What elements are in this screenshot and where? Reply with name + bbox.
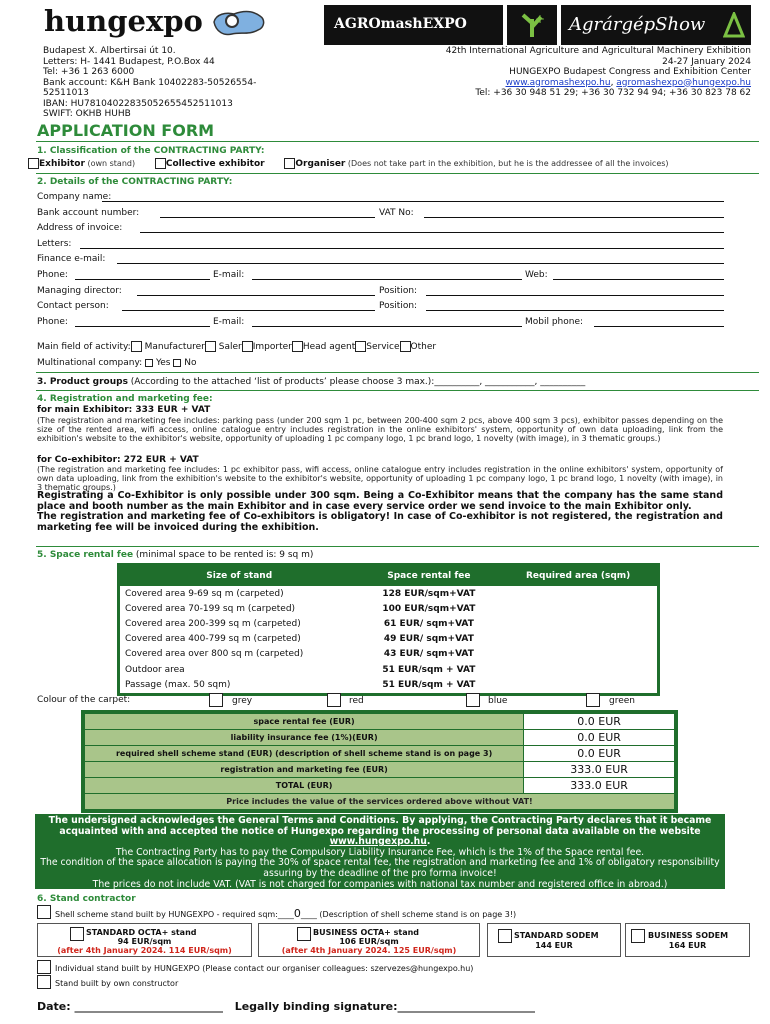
table-header-row — [121, 566, 657, 586]
standard-sodem-option[interactable] — [487, 923, 621, 957]
required-area-input[interactable] — [500, 601, 657, 616]
terms-text: . — [426, 836, 431, 848]
no-label: No — [184, 358, 197, 368]
option-name: STANDARD SODEM — [514, 931, 599, 940]
contact-person-label: Contact person: — [37, 301, 109, 311]
mobil-phone-label: Mobil phone: — [525, 317, 584, 327]
collective-label: Collective exhibitor — [165, 159, 265, 169]
address-line: Tel: +36 1 263 6000 — [43, 67, 135, 77]
option-price: 144 EUR — [535, 941, 573, 950]
rental-fee-cell: 49 EUR/ sqm+VAT — [358, 632, 500, 647]
carpet-grey-checkbox[interactable] — [209, 693, 223, 707]
individual-stand-checkbox[interactable] — [37, 960, 51, 974]
rental-fee-cell: 51 EUR/sqm + VAT — [358, 662, 500, 677]
phone-label: Phone: — [37, 270, 68, 280]
web-label: Web: — [525, 270, 548, 280]
mobil-phone-field[interactable] — [594, 326, 724, 327]
option-late-price: (after 4th January 2024. 114 EUR/sqm) — [57, 946, 232, 955]
letters-label: Letters: — [37, 239, 72, 249]
yes-label: Yes — [155, 358, 171, 368]
section4-heading: 4. Registration and marketing fee: — [37, 394, 213, 404]
stand-size-cell: Covered area 400-799 sq m (carpeted) — [121, 632, 358, 647]
carpet-green-checkbox[interactable] — [586, 693, 600, 707]
stand-size-cell: Covered area 70-199 sq m (carpeted) — [121, 601, 358, 616]
option-late-price: (after 4th January 2024. 125 EUR/sqm) — [281, 946, 457, 955]
section-divider — [36, 390, 759, 391]
section-divider — [36, 546, 759, 547]
vat-no-field[interactable] — [424, 217, 724, 218]
hungary-map-icon — [210, 8, 268, 38]
company-name-label: Company name: — [37, 192, 112, 202]
activity-option-label: Manufacturer — [144, 342, 205, 352]
required-area-input[interactable] — [500, 647, 657, 662]
totals-row — [85, 746, 675, 762]
carpet-red-checkbox[interactable] — [327, 693, 341, 707]
contact-position-label: Position: — [379, 301, 418, 311]
registration-total: 333.0 EUR — [524, 762, 675, 778]
contact-position-field[interactable] — [426, 310, 724, 311]
hungexpo-website-link[interactable]: www.hungexpo.hu — [329, 836, 427, 848]
address-line: Letters: H- 1441 Budapest, P.O.Box 44 — [43, 56, 215, 67]
rental-fee-cell: 43 EUR/ sqm+VAT — [358, 647, 500, 662]
column-header: Size of stand — [121, 566, 358, 586]
section-divider — [36, 372, 759, 373]
space-rental-total: 0.0 EUR — [524, 714, 675, 730]
option-price: 106 EUR/sqm — [339, 937, 399, 946]
signature-field[interactable]: Legally binding signature:_________________________ — [234, 1000, 535, 1013]
multinational-row — [37, 358, 196, 369]
insurance-notice: The Contracting Party has to pay the Compulsory Liability Insurance Fee, which is the 1% of the Space rental fee. — [115, 846, 645, 858]
hungexpo-address — [43, 46, 323, 120]
section3-heading: 3. Product groups — [37, 377, 128, 387]
multinational-no-checkbox[interactable] — [173, 359, 181, 367]
title-divider — [36, 141, 759, 142]
stand-size-cell: Passage (max. 50 sqm) — [121, 677, 358, 692]
contact-email-label: E-mail: — [213, 317, 245, 327]
allocation-condition: The condition of the space allocation is paying the 30% of space rental fee, the registration and marketing fee and 1% of obligatory responsibility assuring by the deadline of the pro forma invoice! — [40, 857, 720, 879]
hungexpo-logo-text: hungexpo — [44, 4, 203, 38]
event-phones: Tel: +36 30 948 51 29; +36 30 732 94 94; +36 30 823 78 62 — [475, 88, 751, 98]
carpet-blue-checkbox[interactable] — [466, 693, 480, 707]
rental-fee-cell: 128 EUR/sqm+VAT — [358, 586, 500, 601]
triangle-icon — [723, 12, 745, 38]
space-rental-heading-row — [37, 550, 313, 561]
activity-option-label: Saler — [218, 342, 242, 352]
link-separator: , — [610, 77, 617, 88]
page-title: APPLICATION FORM — [37, 121, 215, 140]
event-dates: 24-27 January 2024 — [662, 56, 751, 67]
table-row — [121, 647, 657, 662]
event-title: 42th International Agriculture and Agricultural Machinery Exhibition — [445, 46, 751, 56]
co-exhibitor-description: (The registration and marketing fee includes: 1 pc exhibitor pass, wifi access, online catalogue entry includes registration in the online exhibitors' system, opportunity of own data uploading, link from the exhibition's website to the exhibitor's website, opportunity of uploading 1 pc company logo, 1 pc brand logo, 1 novelty (with image), in 3 thematic groups.) — [37, 465, 723, 493]
totals-row — [85, 778, 675, 794]
contact-phone-label: Phone: — [37, 317, 68, 327]
address-line: 52511013 — [43, 88, 89, 98]
activity-option-label: Service — [366, 342, 400, 352]
stand-size-cell: Covered area over 800 sq m (carpeted) — [121, 647, 358, 662]
hungexpo-logo — [44, 4, 203, 38]
multinational-yes-checkbox[interactable] — [145, 359, 153, 367]
activity-label: Main field of activity: — [37, 342, 131, 352]
email-label: E-mail: — [213, 270, 245, 280]
activity-option-label: Head agent — [302, 342, 356, 352]
individual-stand-label: Individual stand built by HUNGEXPO (Please contact our organiser colleagues: szervezes@hungexpo.hu) — [55, 964, 474, 973]
totals-label: required shell scheme stand (EUR) (description of shell scheme stand is on page 3) — [85, 746, 524, 762]
finance-email-field[interactable] — [117, 263, 724, 264]
address-line: Bank account: K&H Bank 10402283-50526554- — [43, 77, 257, 88]
event-website-link[interactable]: www.agromashexpo.hu — [505, 77, 611, 88]
event-email-link[interactable]: agromashexpo@hungexpo.hu — [616, 77, 751, 88]
option-name: STANDARD OCTA+ stand — [86, 928, 197, 937]
table-row — [121, 616, 657, 631]
section2-heading: 2. Details of the CONTRACTING PARTY: — [37, 177, 233, 187]
space-rental-note: (minimal space to be rented is: 9 sq m) — [133, 550, 314, 560]
space-rental-table — [117, 563, 660, 696]
table-row — [121, 601, 657, 616]
organiser-checkbox[interactable] — [284, 158, 295, 169]
address-line: IBAN: HU78104022835052655452511013 — [43, 98, 233, 109]
position-field[interactable] — [426, 295, 724, 296]
carpet-colour-label: Colour of the carpet: — [37, 695, 131, 705]
price-note: Price includes the value of the services ordered above without VAT! — [85, 794, 675, 810]
co-exhibitor-fee: for Co-exhibitor: 272 EUR + VAT — [37, 455, 199, 465]
address-label: Address of invoice: — [37, 223, 123, 233]
address-field[interactable] — [140, 232, 724, 233]
shell-scheme-label: Shell scheme stand built by HUNGEXPO - required sqm:____ — [55, 910, 294, 919]
carpet-colour-option: blue — [488, 696, 508, 706]
option-name: BUSINESS OCTA+ stand — [313, 928, 420, 937]
shell-scheme-total: 0.0 EUR — [524, 746, 675, 762]
terms-acknowledgement — [37, 816, 723, 848]
section5-heading: 5. Space rental fee — [37, 550, 134, 560]
totals-row — [85, 762, 675, 778]
rental-fee-cell: 100 EUR/sqm+VAT — [358, 601, 500, 616]
carpet-colour-option: green — [609, 696, 635, 706]
email-field[interactable] — [252, 279, 522, 280]
shell-scheme-note: ____ (Description of shell scheme stand is on page 3!) — [300, 910, 517, 919]
table-row — [121, 586, 657, 601]
option-price: 164 EUR — [668, 941, 707, 950]
multinational-label: Multinational company: — [37, 358, 143, 368]
required-area-input[interactable] — [500, 616, 657, 631]
plant-icon — [507, 5, 557, 45]
rental-fee-cell: 51 EUR/sqm + VAT — [358, 677, 500, 692]
column-header: Space rental fee — [358, 566, 500, 586]
organiser-note: (Does not take part in the exhibition, but he is the addressee of all the invoices) — [345, 159, 669, 168]
event-venue: HUNGEXPO Budapest Congress and Exhibition Center — [509, 67, 751, 77]
table-row — [121, 677, 657, 692]
totals-label: TOTAL (EUR) — [85, 778, 524, 794]
exhibitor-label: Exhibitor — [39, 159, 85, 169]
totals-label: liability insurance fee (1%)(EUR) — [85, 730, 524, 746]
agrargepshow-logo — [561, 5, 751, 45]
totals-label: registration and marketing fee (EUR) — [85, 762, 524, 778]
fee-totals-table — [81, 710, 678, 813]
column-header: Required area (sqm) — [500, 566, 657, 586]
stand-size-cell: Covered area 200-399 sq m (carpeted) — [121, 616, 358, 631]
saler-checkbox[interactable] — [205, 341, 216, 352]
option-price: 94 EUR/sqm — [117, 937, 172, 946]
shell-sqm-value[interactable]: 0 — [293, 907, 301, 920]
own-constructor-checkbox[interactable] — [37, 975, 51, 989]
table-row — [121, 632, 657, 647]
main-exhibitor-description: (The registration and marketing fee includes: parking pass (under 200 sqm 1 pc, between 200-400 sqm 2 pcs, above 400 sqm 3 pcs), exhibitor passes depending on the size of the rented area, wifi access, online catalogue entry includes registration in the online exhibitors' system, opportunity of own data uploading, link from the exhibition's website to the exhibitor's website, opportunity of uploading 1 pc company logo, 1 pc brand logo, 1 novelty (with image), in 3 thematic groups.) — [37, 416, 723, 444]
totals-note-row — [85, 794, 675, 810]
section6-heading: 6. Stand contractor — [37, 894, 136, 904]
insurance-total: 0.0 EUR — [524, 730, 675, 746]
vat-notice: The prices do not include VAT. (VAT is not charged for companies with national tax number and registered office in abroad.) — [92, 878, 668, 890]
co-exhibitor-notice: Registrating a Co-Exhibitor is only possible under 300 sqm. Being a Co-Exhibitor means that the company has the same stand place and booth number as the main Exhibitor and in case every service order we send invoice to the main Exhibitor only. The registration and marketing fee of Co-exhibitors is obligatory! In case of Co-exhibitor is not registered, the registration and marketing fee will be invoiced during the exhibition. — [37, 490, 723, 533]
agromashexpo-logo — [324, 5, 503, 45]
required-area-input[interactable] — [500, 586, 657, 601]
vat-no-label: VAT No: — [379, 208, 414, 218]
business-octa-option[interactable] — [258, 923, 480, 957]
agromashexpo-logo-text: AGROmashEXPO — [334, 16, 467, 32]
manufacturer-checkbox[interactable] — [131, 341, 142, 352]
date-field[interactable]: Date: ___________________________ — [37, 1000, 224, 1013]
importer-checkbox[interactable] — [242, 341, 253, 352]
main-exhibitor-fee: for main Exhibitor: 333 EUR + VAT — [37, 405, 211, 415]
shell-scheme-row — [55, 909, 516, 919]
finance-email-label: Finance e-mail: — [37, 254, 106, 264]
svg-text:+: + — [535, 12, 546, 26]
product-groups-row — [37, 377, 585, 388]
stand-size-cell: Covered area 9-69 sq m (carpeted) — [121, 586, 358, 601]
bank-account-field[interactable] — [160, 217, 375, 218]
carpet-colour-option: grey — [232, 696, 253, 706]
collective-checkbox[interactable] — [155, 158, 166, 169]
organiser-label: Organiser — [295, 159, 346, 169]
required-area-input[interactable] — [500, 677, 657, 692]
signature-row — [37, 1000, 535, 1013]
agrargepshow-logo-text: AgrárgépShow — [569, 14, 706, 35]
address-line: SWIFT: OKHB HUHB — [43, 109, 131, 119]
head-agent-checkbox[interactable] — [292, 341, 303, 352]
standard-octa-option[interactable] — [37, 923, 252, 957]
product-groups-note: (According to the attached ‘list of products’ please choose 3 max.):__________, ___________, __________ — [127, 377, 586, 387]
own-constructor-label: Stand built by own constructor — [55, 979, 179, 988]
service-checkbox[interactable] — [355, 341, 366, 352]
section-divider — [36, 173, 759, 174]
totals-row — [85, 714, 675, 730]
managing-director-field[interactable] — [137, 295, 375, 296]
shell-scheme-checkbox[interactable] — [37, 905, 51, 919]
stand-size-cell: Outdoor area — [121, 662, 358, 677]
position-label: Position: — [379, 286, 418, 296]
event-info — [330, 46, 751, 99]
terms-text: The undersigned acknowledges the General Terms and Conditions. By applying, the Contracting Party declares that it became acquainted with and accepted the notice of Hungexpo regarding the processing of personal data available on the website — [48, 815, 712, 837]
exhibitor-note: (own stand) — [84, 159, 136, 168]
classification-options — [28, 158, 669, 170]
web-field[interactable] — [553, 279, 724, 280]
business-sodem-option[interactable] — [625, 923, 750, 957]
rental-fee-cell: 61 EUR/ sqm+VAT — [358, 616, 500, 631]
phone-field[interactable] — [75, 279, 210, 280]
terms-box — [35, 814, 725, 889]
table-row — [121, 662, 657, 677]
address-line: Budapest X. Albertirsai út 10. — [43, 46, 176, 56]
activity-option-label: Other — [410, 342, 437, 352]
totals-row — [85, 730, 675, 746]
company-name-field[interactable] — [102, 201, 724, 202]
contact-email-field[interactable] — [252, 326, 522, 327]
grand-total: 333.0 EUR — [524, 778, 675, 794]
letters-field[interactable] — [80, 248, 724, 249]
required-area-input[interactable] — [500, 632, 657, 647]
exhibitor-checkbox[interactable] — [28, 158, 39, 169]
managing-director-label: Managing director: — [37, 286, 122, 296]
activity-row — [37, 341, 436, 353]
required-area-input[interactable] — [500, 662, 657, 677]
section1-heading: 1. Classification of the CONTRACTING PARTY: — [37, 146, 265, 156]
totals-label: space rental fee (EUR) — [85, 714, 524, 730]
contact-person-field[interactable] — [122, 310, 375, 311]
other-checkbox[interactable] — [400, 341, 411, 352]
bank-account-label: Bank account number: — [37, 208, 140, 218]
activity-option-label: Importer — [252, 342, 292, 352]
contact-phone-field[interactable] — [75, 326, 210, 327]
option-name: BUSINESS SODEM — [648, 931, 729, 940]
carpet-colour-option: red — [349, 696, 364, 706]
